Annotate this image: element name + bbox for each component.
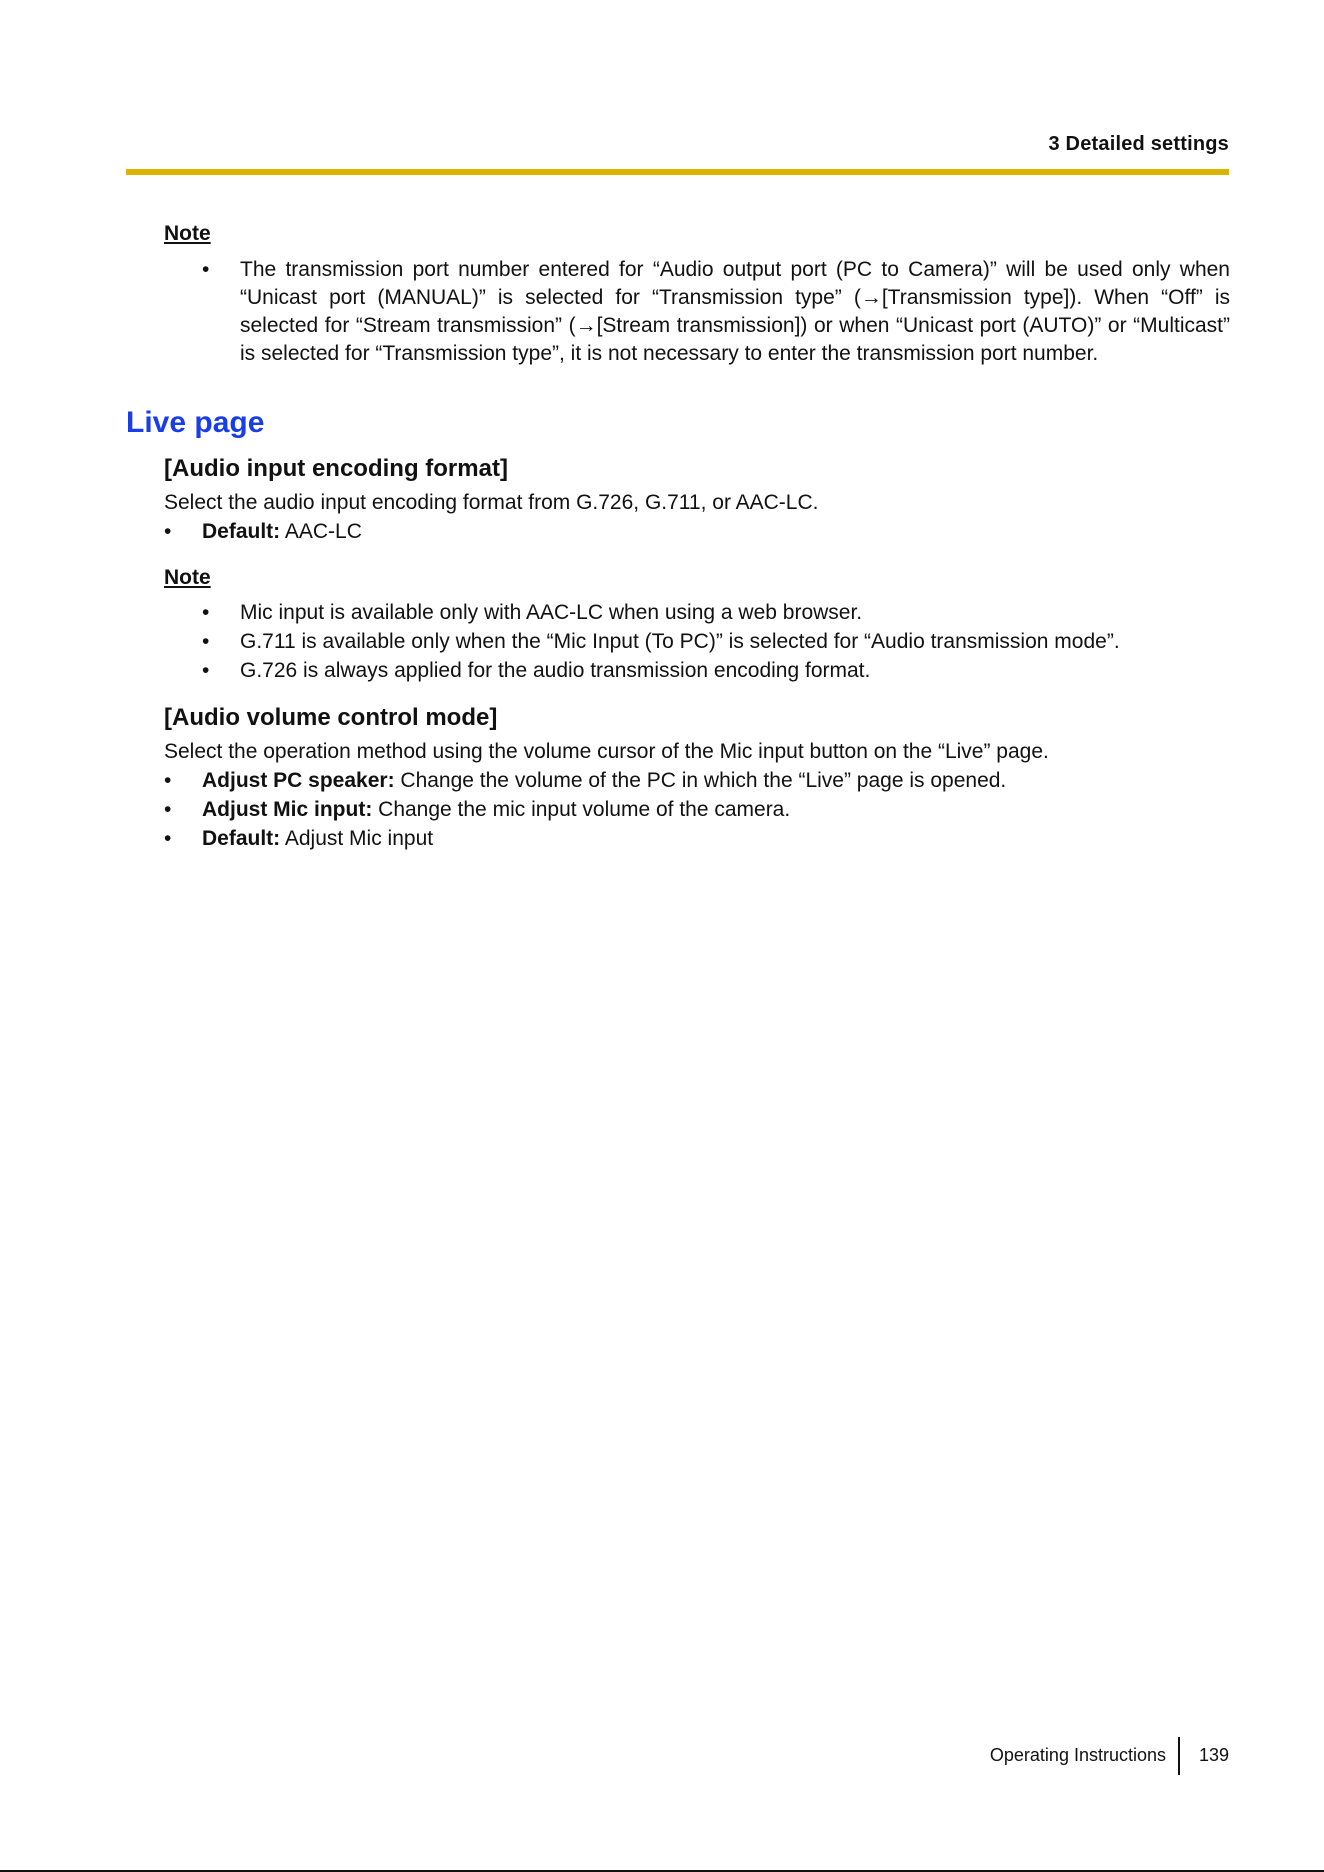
default-label: Default:: [202, 520, 281, 543]
note-item: [164, 627, 1230, 656]
note-label-1: Note: [164, 222, 211, 245]
note-item-text: The transmission port number entered for “Audio output port (PC to Camera)” will be used only when “Unicast port (MANUAL)” is selected for “Transmission type” (→[Transmission type]). When “Off” is selected for “Stream transmission” (→[Stream transmission]) or when “Unicast port (AUTO)” or “Multicast” is selected for “Transmission type”, it is not necessary to enter the transmission port number.: [240, 258, 1230, 365]
note-item-text: Mic input is available only with AAC-LC when using a web browser.: [240, 601, 863, 624]
bullet-glyph: •: [164, 798, 172, 821]
bullet-glyph: •: [164, 827, 172, 850]
option-text: Adjust Mic input: [280, 827, 434, 850]
list-item: [164, 824, 1006, 853]
option-text: Change the volume of the PC in which the “Live” page is opened.: [394, 769, 1007, 792]
audio-volume-options-list: [164, 766, 1006, 853]
note-list-2: [164, 598, 1230, 685]
option-label: Adjust Mic input:: [202, 798, 373, 821]
option-text: Change the mic input volume of the camera.: [372, 798, 791, 821]
footer-label: Operating Instructions: [989, 1745, 1166, 1765]
bullet-glyph: •: [202, 258, 210, 281]
running-header-title: 3 Detailed settings: [1048, 133, 1229, 155]
option-label: Adjust PC speaker:: [202, 769, 395, 792]
audio-volume-description: Select the operation method using the volume cursor of the Mic input button on the “Live” page.: [164, 740, 1049, 763]
audio-input-default-list: [164, 517, 362, 546]
default-value: AAC-LC: [280, 520, 362, 543]
note-item: [164, 598, 1230, 627]
audio-input-heading: [Audio input encoding format]: [164, 455, 508, 482]
list-item: [164, 766, 1006, 795]
note-item-text: G.711 is available only when the “Mic Input (To PC)” is selected for “Audio transmission mode”.: [240, 630, 1120, 653]
page-number: 139: [1199, 1745, 1230, 1765]
note-item-text: G.726 is always applied for the audio transmission encoding format.: [240, 659, 871, 682]
audio-volume-heading: [Audio volume control mode]: [164, 704, 498, 731]
option-label: Default:: [202, 827, 281, 850]
header-rule: [126, 169, 1229, 175]
note-list-1: [164, 256, 1230, 368]
section-title: Live page: [126, 406, 265, 439]
list-item: [164, 517, 362, 546]
audio-input-description: Select the audio input encoding format from G.726, G.711, or AAC-LC.: [164, 491, 819, 514]
bullet-glyph: •: [202, 630, 210, 653]
note-item: [164, 656, 1230, 685]
bullet-glyph: •: [202, 601, 210, 624]
bullet-glyph: •: [164, 769, 172, 792]
bullet-glyph: •: [202, 659, 210, 682]
footer-separator: [1178, 1737, 1180, 1775]
bullet-glyph: •: [164, 520, 172, 543]
list-item: [164, 795, 1006, 824]
note-item: [164, 256, 1230, 368]
note-label-2: Note: [164, 566, 211, 589]
